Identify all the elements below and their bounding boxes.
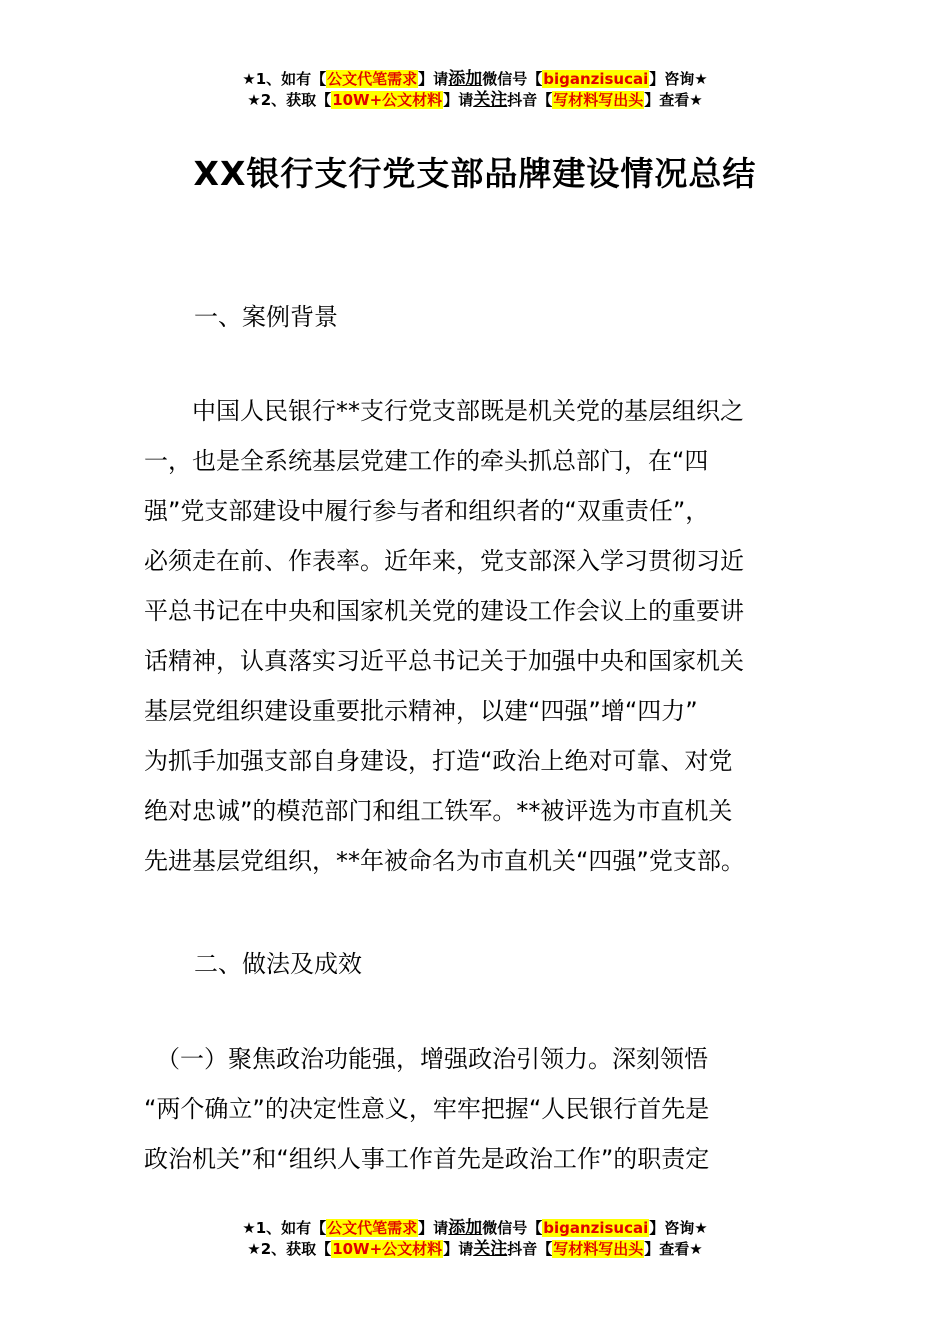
promo-wechat-id: biganzisucai — [543, 1219, 649, 1237]
promo-line-1 — [0, 69, 950, 90]
section-heading-methods: 二、做法及成效 — [194, 950, 362, 978]
promo-highlight: 公文代笔需求 — [327, 1219, 418, 1237]
promo-underline: 关注 — [473, 1239, 508, 1259]
promo-text: ★1、如有【 — [242, 1219, 327, 1237]
promo-underline: 添加 — [448, 69, 483, 89]
paragraph-line: 中国人民银行**支行党支部既是机关党的基层组织之 — [144, 397, 744, 425]
promo-line-1 — [0, 1218, 950, 1239]
promo-highlight: 10W+公文材料 — [332, 1240, 443, 1258]
paragraph-line: 先进基层党组织，**年被命名为市直机关“四强”党支部。 — [144, 847, 745, 875]
paragraph-line: 必须走在前、作表率。近年来，党支部深入学习贯彻习近 — [144, 547, 744, 575]
promo-text: 】请 — [443, 1240, 474, 1258]
promo-douyin-id: 写材料写出头 — [553, 1240, 644, 1258]
paragraph-line: “两个确立”的决定性意义，牢牢把握“人民银行首先是 — [144, 1095, 710, 1123]
promo-douyin-id: 写材料写出头 — [553, 91, 644, 109]
promo-banner-top — [0, 69, 950, 111]
paragraph-methods — [144, 1034, 806, 1184]
promo-text: 抖音【 — [507, 1240, 553, 1258]
paragraph-line: 政治机关”和“组织人事工作首先是政治工作”的职责定 — [144, 1145, 710, 1173]
promo-text: 微信号【 — [482, 70, 543, 88]
promo-text: 抖音【 — [507, 91, 553, 109]
promo-highlight: 10W+公文材料 — [332, 91, 443, 109]
promo-text: 】请 — [418, 70, 449, 88]
promo-text: ★1、如有【 — [242, 70, 327, 88]
promo-text: ★2、获取【 — [247, 1240, 332, 1258]
promo-text: 】咨询★ — [649, 70, 708, 88]
paragraph-background — [144, 386, 806, 886]
promo-wechat-id: biganzisucai — [543, 70, 649, 88]
promo-text: 】请 — [418, 1219, 449, 1237]
promo-highlight: 公文代笔需求 — [327, 70, 418, 88]
paragraph-line: 一，也是全系统基层党建工作的牵头抓总部门，在“四 — [144, 447, 709, 475]
promo-line-2 — [0, 1239, 950, 1260]
paragraph-line: 绝对忠诚”的模范部门和组工铁军。**被评选为市直机关 — [144, 797, 733, 825]
promo-text: 】查看★ — [644, 91, 703, 109]
promo-text: 】咨询★ — [649, 1219, 708, 1237]
promo-text: ★2、获取【 — [247, 91, 332, 109]
document-title: XX银行支行党支部品牌建设情况总结 — [193, 154, 757, 193]
paragraph-line: （一）聚焦政治功能强，增强政治引领力。深刻领悟 — [144, 1045, 708, 1073]
promo-line-2 — [0, 90, 950, 111]
paragraph-line: 强”党支部建设中履行参与者和组织者的“双重责任”， — [144, 497, 710, 525]
paragraph-line: 平总书记在中央和国家机关党的建设工作会议上的重要讲 — [144, 597, 744, 625]
section-heading-background: 一、案例背景 — [194, 303, 338, 331]
promo-text: 】请 — [443, 91, 474, 109]
paragraph-line: 基层党组织建设重要批示精神，以建“四强”增“四力” — [144, 697, 698, 725]
promo-text: 】查看★ — [644, 1240, 703, 1258]
paragraph-line: 为抓手加强支部自身建设，打造“政治上绝对可靠、对党 — [144, 747, 733, 775]
promo-banner-bottom — [0, 1218, 950, 1260]
promo-underline: 关注 — [473, 90, 508, 110]
promo-text: 微信号【 — [482, 1219, 543, 1237]
promo-underline: 添加 — [448, 1218, 483, 1238]
paragraph-line: 话精神，认真落实习近平总书记关于加强中央和国家机关 — [144, 647, 744, 675]
